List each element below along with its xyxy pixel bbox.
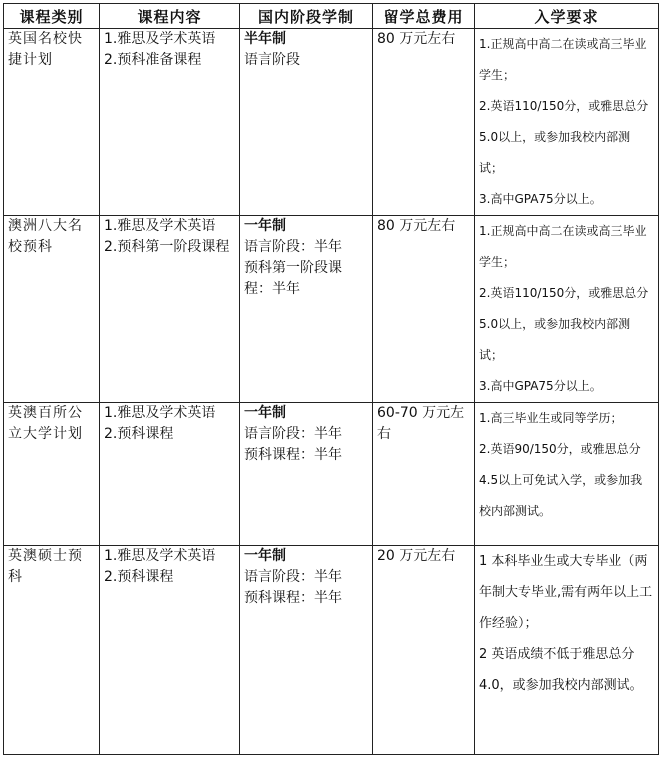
requirement-item: 1.高三毕业生或同等学历； [479,411,623,425]
header-category: 课程类别 [4,4,100,29]
table-row [4,216,659,403]
requirement-item: 3.高中GPA75分以上。 [479,192,602,206]
duration-title: 一年制 [244,548,286,564]
duration-title: 半年制 [244,31,286,47]
table-row [4,403,659,546]
header-row [4,4,659,29]
requirement-item: 2.英语90/150分，或雅思总分4.5以上可免试入学，或参加我校内部测试。 [479,442,643,518]
category-cell: 英国名校快捷计划 [4,29,100,216]
content-cell [100,546,240,755]
fee-cell: 20 万元左右 [373,546,475,755]
content-line: 2.预科第一阶段课程 [104,239,230,255]
duration-title: 一年制 [244,218,286,234]
duration-cell [240,403,373,546]
fee-cell: 60-70 万元左右 [373,403,475,546]
content-line: 2.预科课程 [104,569,174,585]
content-line: 1.雅思及学术英语 [104,405,216,421]
content-cell [100,216,240,403]
requirements-cell [475,403,659,546]
content-cell [100,29,240,216]
duration-line: 语言阶段 [244,52,300,68]
requirement-item: 1.正规高中高二在读或高三毕业学生； [479,37,647,82]
content-line: 2.预科课程 [104,426,174,442]
content-line: 1.雅思及学术英语 [104,548,216,564]
category-cell: 英澳百所公立大学计划 [4,403,100,546]
requirement-item: 1.正规高中高二在读或高三毕业学生； [479,224,647,269]
content-line: 1.雅思及学术英语 [104,218,216,234]
table-row [4,29,659,216]
header-content: 课程内容 [100,4,240,29]
duration-line: 语言阶段：半年 [244,426,342,442]
requirements-cell [475,216,659,403]
category-cell: 英澳硕士预科 [4,546,100,755]
fee-cell: 80 万元左右 [373,29,475,216]
table-row [4,546,659,755]
duration-title: 一年制 [244,405,286,421]
requirements-cell [475,29,659,216]
fee-cell: 80 万元左右 [373,216,475,403]
requirement-item: 3.高中GPA75分以上。 [479,379,602,393]
duration-line: 预科课程：半年 [244,590,342,606]
header-duration: 国内阶段学制 [240,4,373,29]
duration-line: 语言阶段：半年 [244,569,342,585]
content-line: 1.雅思及学术英语 [104,31,216,47]
requirement-item: 1 本科毕业生或大专毕业（两年制大专毕业,需有两年以上工作经验）； [479,554,653,631]
duration-cell [240,546,373,755]
content-line: 2.预科准备课程 [104,52,202,68]
requirement-item: 2 英语成绩不低于雅思总分 4.0，或参加我校内部测试。 [479,647,643,693]
program-table [3,3,659,755]
requirements-cell [475,546,659,755]
duration-line: 预科第一阶段课程：半年 [244,260,342,297]
duration-line: 语言阶段：半年 [244,239,342,255]
requirement-item: 2.英语110/150分，或雅思总分5.0以上，或参加我校内部测试； [479,286,649,362]
duration-cell [240,216,373,403]
content-cell [100,403,240,546]
category-cell: 澳洲八大名校预科 [4,216,100,403]
header-fee: 留学总费用 [373,4,475,29]
requirement-item: 2.英语110/150分，或雅思总分5.0以上，或参加我校内部测试； [479,99,649,175]
duration-line: 预科课程：半年 [244,447,342,463]
duration-cell [240,29,373,216]
header-requirements: 入学要求 [475,4,659,29]
